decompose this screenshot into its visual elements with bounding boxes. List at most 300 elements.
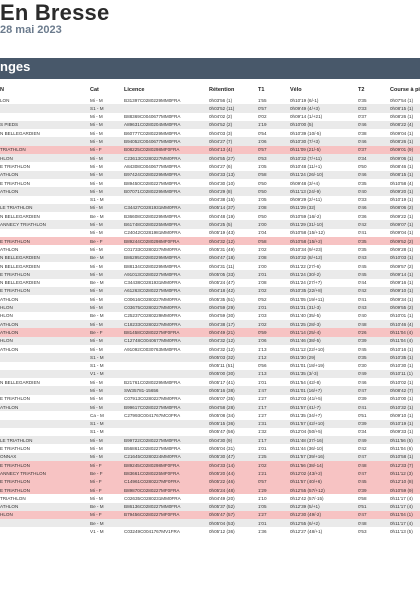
cell-licence: C12748C0040677MM0FRA <box>124 338 181 344</box>
cell-retention: 0h04'48 (19) <box>209 213 235 219</box>
column-header-retention: Rétention <box>209 87 235 93</box>
cell-category: Mi - F <box>90 479 102 485</box>
cell-run: 0h08'15 (1) <box>390 172 414 178</box>
cell-velo: 0h10'32 (7/+11) <box>290 155 322 161</box>
table-row <box>0 129 420 137</box>
cell-run: 0h09'04 (1) <box>390 130 414 136</box>
cell-velo: 0h12'39 (5/+1) <box>290 504 320 510</box>
cell-run: 0h08'26 (1) <box>390 114 414 120</box>
cell-retention: 0h05'04 (31) <box>209 446 235 452</box>
cell-t2: 0'42 <box>358 288 367 294</box>
cell-run: 0h10'32 (1) <box>390 404 414 410</box>
cell-category: Mi - M <box>90 396 103 402</box>
cell-category: Mi - M <box>90 163 103 169</box>
cell-club: ATHLON <box>0 246 19 252</box>
cell-category: Be - M <box>90 313 104 319</box>
cell-retention: 0h05'47 (56) <box>209 429 235 435</box>
table-row <box>0 113 420 121</box>
cell-licence: C24042C0281981MM0FRA <box>124 230 181 236</box>
table-row <box>0 395 420 403</box>
cell-t1: 1'13 <box>258 371 267 377</box>
cell-category: Mi - M <box>90 387 103 393</box>
cell-retention: 0h04'32 (12) <box>209 238 235 244</box>
table-row <box>0 287 420 295</box>
cell-t2: 0'33 <box>358 197 367 203</box>
cell-run: 0h09'14 (1) <box>390 271 414 277</box>
cell-t2: 0'58 <box>358 495 367 501</box>
cell-run: 0h11'17 (4) <box>390 495 413 501</box>
table-row <box>0 279 420 287</box>
cell-licence: B07071C0280229MM0FRA <box>124 188 181 194</box>
cell-club: N BELLEGARDIEN <box>0 263 40 269</box>
cell-licence: C07913C0280227MM0FRA <box>124 396 181 402</box>
cell-velo: 0h10'00 (5) <box>290 122 314 128</box>
table-row <box>0 262 420 270</box>
cell-licence: C25237C0280229MM0FRA <box>124 313 181 319</box>
cell-t2: 0'45 <box>358 263 367 269</box>
table-header <box>0 84 420 96</box>
cell-t1: 1'32 <box>258 429 267 435</box>
cell-t2: 0'41 <box>358 296 367 302</box>
cell-velo: 0h12'02 (43/+2) <box>290 470 323 476</box>
cell-club: HLON <box>0 313 13 319</box>
cell-t2: 0'47 <box>358 454 367 460</box>
cell-retention: 0h04'59 (29) <box>209 305 235 311</box>
cell-run: 0h09'07 (1) <box>390 222 414 228</box>
cell-retention: 0h04'32 (12) <box>209 338 235 344</box>
cell-t1: 0'54 <box>258 130 267 136</box>
cell-licence: C27993C0041767MC0FRA <box>124 412 181 418</box>
cell-licence: B56861C0280227MM0FRA <box>124 446 181 452</box>
cell-licence: B81458C0280227MF0FRA <box>124 329 180 335</box>
cell-t2: 0'48 <box>358 520 367 526</box>
cell-licence: C01733C0280227MM0FRA <box>124 246 181 252</box>
cell-category: Mi - M <box>90 246 103 252</box>
cell-t1: 1'17 <box>258 404 267 410</box>
cell-velo: 0h12'27 (48/+1) <box>290 529 323 535</box>
cell-t1: 0'56 <box>258 363 267 369</box>
cell-licence: B21761C0280229MM0FRA <box>124 379 181 385</box>
cell-t1: 1'08 <box>258 205 267 211</box>
cell-velo: 0h09'14 (1/+21) <box>290 114 323 120</box>
cell-retention: 0h04'33 (13) <box>209 172 235 178</box>
cell-t1: 1'55 <box>258 97 267 103</box>
cell-run: 0h12'33 (7) <box>390 462 414 468</box>
cell-velo: 0h11'12 (22/+10) <box>290 346 325 352</box>
cell-retention: 0h05'20 (44) <box>209 470 235 476</box>
cell-retention: 0h04'25 (5) <box>209 222 233 228</box>
cell-run: 0h08'42 (7) <box>390 387 414 393</box>
cell-t2: 0'47 <box>358 470 367 476</box>
cell-t2: 0'45 <box>358 271 367 277</box>
cell-run: 0h11'17 (4) <box>390 520 413 526</box>
cell-t1: 1'01 <box>258 520 267 526</box>
cell-licence: B99722C0280227MM0FRA <box>124 437 181 443</box>
cell-velo: 0h11'46 (38/-5) <box>290 338 321 344</box>
cell-retention: 0h05'05 (33) <box>209 271 235 277</box>
cell-club: N BELLEGARDIEN <box>0 280 40 286</box>
cell-t2: 0'44 <box>358 280 367 286</box>
cell-velo: 0h10'19 (6/-1) <box>290 97 319 103</box>
table-row <box>0 212 420 220</box>
cell-club: E TRIATHLON <box>0 446 30 452</box>
cell-run: 0h09'04 (1) <box>390 230 414 236</box>
cell-retention: 0h04'18 (42) <box>209 288 235 294</box>
cell-t1: 0'50 <box>258 213 267 219</box>
cell-run: 0h09'28 (1) <box>390 246 414 252</box>
cell-category: Mi - M <box>90 263 103 269</box>
cell-t2: 0'42 <box>358 446 367 452</box>
cell-club: ATHLON <box>0 321 19 327</box>
cell-licence: B08225C0280298MF0FRA <box>124 147 180 153</box>
cell-t2: 0'43 <box>358 255 367 261</box>
cell-licence: B86295C0280229MM0FRA <box>124 255 181 261</box>
cell-licence: B89870C0280227MF0FRA <box>124 487 180 493</box>
cell-run: 0h10'30 (1) <box>390 363 414 369</box>
cell-category: Mi - M <box>90 155 103 161</box>
cell-run: 0h09'55 (2) <box>390 305 414 311</box>
cell-category: Be - M <box>90 255 104 261</box>
page-title: En Bresse <box>0 0 110 25</box>
cell-t2: 0'49 <box>358 371 367 377</box>
cell-t1: 1'27 <box>258 512 267 518</box>
cell-retention: 0h05'11 (51) <box>209 363 235 369</box>
cell-run: 0h11'04 (6) <box>390 446 413 452</box>
cell-t1: 1'12 <box>258 354 267 360</box>
cell-retention: 0h05'12 (36) <box>209 529 235 535</box>
cell-category: Mi - F <box>90 462 102 468</box>
cell-velo: 0h10'48 (11/+1) <box>290 163 322 169</box>
table-row <box>0 104 420 112</box>
cell-club: LON <box>0 97 10 103</box>
cell-club: HLON <box>0 155 13 161</box>
column-header-category: Cat <box>90 87 99 93</box>
cell-category: Mi - M <box>90 172 103 178</box>
cell-category: Mi - M <box>90 205 103 211</box>
cell-t1: 1'08 <box>258 280 267 286</box>
cell-run: 0h11'12 (3) <box>390 470 413 476</box>
cell-t2: 0'46 <box>358 139 367 145</box>
cell-club: E TRIATHLON <box>0 288 30 294</box>
cell-licence: C14961C0280227MF0FRA <box>124 479 180 485</box>
cell-retention: 0h04'31 (11) <box>209 263 235 269</box>
cell-velo: 0h11'01 (18/+19) <box>290 363 325 369</box>
cell-t1: 1'05 <box>258 163 267 169</box>
cell-t1: 0'59 <box>258 329 267 335</box>
cell-category: Mi - M <box>90 288 103 294</box>
cell-t2: 0'42 <box>358 222 367 228</box>
table-row <box>0 196 420 204</box>
cell-club: HLON <box>0 512 13 518</box>
cell-velo: 0h11'35 (3/-3) <box>290 371 319 377</box>
cell-t2: 0'48 <box>358 462 367 468</box>
cell-velo: 0h11'44 (36/-10) <box>290 446 324 452</box>
cell-club: E TRIATHLON <box>0 462 30 468</box>
cell-run: 0h11'04 (4) <box>390 338 413 344</box>
cell-licence: B60777C0280229MM0FRA <box>124 130 181 136</box>
cell-club: TRIATHLON <box>0 495 26 501</box>
cell-category: Mi - M <box>90 437 103 443</box>
cell-t1: 1'47 <box>258 387 267 393</box>
cell-category: Mi - M <box>90 180 103 186</box>
cell-velo: 0h11'14 (25/-4) <box>290 329 321 335</box>
cell-velo: 0h11'24 (26/-10) <box>290 172 324 178</box>
table-row <box>0 486 420 494</box>
cell-club: ANNECY TRIATHLON <box>0 222 46 228</box>
cell-run: 0h09'34 (1) <box>390 296 414 302</box>
cell-run: 0h11'56 (5) <box>390 437 413 443</box>
cell-t1: 0'50 <box>258 180 267 186</box>
cell-category: Mi - M <box>90 114 103 120</box>
cell-velo: 0h11'01 (16/+7) <box>290 387 322 393</box>
cell-retention: 0h05'35 (51) <box>209 296 235 302</box>
table-row <box>0 469 420 477</box>
cell-t2: 0'26 <box>358 329 367 335</box>
cell-velo: 0h12'30 (49/-2) <box>290 512 322 518</box>
cell-retention: 0h05'15 (36) <box>209 421 235 427</box>
cell-velo: 0h12'55 (6/+2) <box>290 520 320 526</box>
cell-run: 0h08'46 (1) <box>390 163 414 169</box>
cell-category: Be - M <box>90 280 104 286</box>
cell-club: LE TRIATHLON <box>0 437 33 443</box>
table-row <box>0 378 420 386</box>
table-row <box>0 519 420 527</box>
cell-run: 0h09'22 (1) <box>390 213 414 219</box>
cell-club: E TRIATHLON <box>0 396 30 402</box>
cell-retention: 0h05'30 (47) <box>209 454 235 460</box>
cell-club: N BELLEGARDIEN <box>0 255 40 261</box>
table-row <box>0 162 420 170</box>
cell-t1: 1'31 <box>258 421 267 427</box>
cell-category: Be - F <box>90 470 103 476</box>
cell-retention: 0h04'29 (8) <box>209 188 233 194</box>
cell-velo: 0h11'25 (28/-3) <box>290 321 321 327</box>
cell-category: Mi - M <box>90 404 103 410</box>
section-title: nges <box>0 59 31 74</box>
cell-licence: B89450C0280227MM0FRA <box>124 180 181 186</box>
table-row <box>0 137 420 145</box>
cell-velo: 0h10'58 (15/+2) <box>290 238 323 244</box>
cell-velo: 0h11'57 (40/+6) <box>290 479 322 485</box>
table-row <box>0 245 420 253</box>
cell-retention: 0h04'38 (17) <box>209 321 235 327</box>
table-row <box>0 96 420 104</box>
table-row <box>0 494 420 502</box>
cell-retention: 0h04'55 (27) <box>209 155 235 161</box>
cell-retention: 0h04'49 (20) <box>209 495 235 501</box>
cell-t1: 1'05 <box>258 197 267 203</box>
cell-velo: 0h11'56 (38/-14) <box>290 462 324 468</box>
cell-category: Be - M <box>90 504 104 510</box>
cell-t2: 0'41 <box>358 230 367 236</box>
table-row <box>0 312 420 320</box>
cell-t1: 1'08 <box>258 255 267 261</box>
cell-t1: 1'10 <box>258 495 267 501</box>
cell-run: 0h10'35 (1) <box>390 354 414 360</box>
cell-category: Mi - M <box>90 446 103 452</box>
cell-licence: B83661C0280225MF0FRA <box>124 470 180 476</box>
cell-t1: 1'02 <box>258 462 267 468</box>
cell-club: E TRIATHLON <box>0 271 30 277</box>
cell-retention: 0h04'38 (15) <box>209 197 235 203</box>
cell-run: 0h08'15 (1) <box>390 105 414 111</box>
cell-retention: 0h04'13 (4) <box>209 147 233 153</box>
cell-club: E TRIATHLON <box>0 487 30 493</box>
cell-licence: B88369C0040677MM0FRA <box>124 114 181 120</box>
cell-velo: 0h11'57 (39/+16) <box>290 454 325 460</box>
cell-velo: 0h10'30 (7/+3) <box>290 139 320 145</box>
cell-t1: 0'58 <box>258 172 267 178</box>
cell-retention: 0h05'16 (38) <box>209 387 235 393</box>
cell-t2: 0'39 <box>358 338 367 344</box>
column-header-licence: Licence <box>124 87 145 93</box>
cell-run: 0h10'02 (1) <box>390 379 414 385</box>
cell-run: 0h10'11 (1) <box>390 371 413 377</box>
column-header-run: Course à pi <box>390 87 420 93</box>
cell-licence: B86136C0280227MM0FRA <box>124 504 181 510</box>
column-header-club: N <box>0 87 4 93</box>
table-row <box>0 254 420 262</box>
cell-t2: 0'49 <box>358 437 367 443</box>
cell-t2: 0'39 <box>358 421 367 427</box>
cell-club: HLON <box>0 305 13 311</box>
cell-velo: 0h11'13 (24/-9) <box>290 188 321 194</box>
cell-licence: C18233C0280227MM0FRA <box>124 321 181 327</box>
cell-run: 0h09'33 (1) <box>390 429 414 435</box>
cell-retention: 0h05'24 (48) <box>209 487 235 493</box>
cell-retention: 0h05'47 (57) <box>209 512 235 518</box>
cell-retention: 0h03'56 (1) <box>209 97 233 103</box>
cell-retention: 0h04'30 (10) <box>209 180 235 186</box>
cell-retention: 0h05'22 (46) <box>209 479 235 485</box>
cell-club: ATHLON <box>0 404 19 410</box>
cell-run: 0h10'58 (4) <box>390 180 414 186</box>
cell-club: ATHLON <box>0 188 19 194</box>
cell-t2: 0'53 <box>358 529 367 535</box>
table-row <box>0 436 420 444</box>
cell-t2: 0'46 <box>358 172 367 178</box>
cell-licence: A84308C0040677MM0FRA <box>124 163 181 169</box>
cell-category: Mi - M <box>90 346 103 352</box>
cell-t2: 0'41 <box>358 404 367 410</box>
cell-t2: 0'35 <box>358 238 367 244</box>
table-row <box>0 337 420 345</box>
cell-velo: 0h09'49 (4/+3) <box>290 105 320 111</box>
cell-category: Be - F <box>90 329 103 335</box>
cell-velo: 0h12'42 (57/-15) <box>290 495 324 501</box>
cell-t2: 0'33 <box>358 105 367 111</box>
cell-category: Mi - M <box>90 271 103 277</box>
column-header-t1: T1 <box>258 87 265 93</box>
cell-run: 0h11'13 (5) <box>390 529 413 535</box>
cell-t2: 0'45 <box>358 479 367 485</box>
table-row <box>0 320 420 328</box>
cell-t2: 0'37 <box>358 114 367 120</box>
cell-licence: A89631C0280204MM0FRA <box>124 122 181 128</box>
table-row <box>0 370 420 378</box>
cell-t1: 1'01 <box>258 446 267 452</box>
cell-licence: C00616C0280227MM0FRA <box>124 296 181 302</box>
table-row <box>0 270 420 278</box>
cell-velo: 0h11'29 (32) <box>290 205 316 211</box>
cell-club: ONNAX <box>0 454 17 460</box>
cell-retention: 0h05'07 (35) <box>209 396 235 402</box>
cell-t1: 0'57 <box>258 105 267 111</box>
cell-retention: 0h05'24 (47) <box>209 280 235 286</box>
cell-licence: B88134C0280229MM0FRA <box>124 263 181 269</box>
cell-t2: 0'45 <box>358 346 367 352</box>
cell-licence: C03675C0280227MM0FRA <box>124 305 181 311</box>
cell-t1: 1'01 <box>258 305 267 311</box>
cell-category: Mi - M <box>90 188 103 194</box>
cell-category: Mi - M <box>90 130 103 136</box>
cell-licence: B89245C0280298MF0FRA <box>124 462 180 468</box>
cell-retention: 0h04'33 (14) <box>209 462 235 468</box>
cell-category: V1 - M <box>90 371 104 377</box>
cell-velo: 0h11'40 (35/-5) <box>290 313 321 319</box>
cell-club: E TRIATHLON <box>0 479 30 485</box>
table-row <box>0 511 420 519</box>
cell-velo: 0h10'58 (15/+12) <box>290 230 325 236</box>
cell-t2: 0'30 <box>358 363 367 369</box>
cell-category: S1 - M <box>90 363 104 369</box>
cell-club: HLON <box>0 338 13 344</box>
cell-run: 0h09'10 (1) <box>390 412 414 418</box>
cell-run: 0h12'10 (8) <box>390 479 414 485</box>
cell-t2: 0'47 <box>358 387 367 393</box>
cell-retention: 0h03'52 (11) <box>209 105 235 111</box>
cell-category: Mi - M <box>90 321 103 327</box>
table-row <box>0 171 420 179</box>
cell-velo: 0h11'48 (37/-16) <box>290 437 324 443</box>
cell-run: 0h09'57 (2) <box>390 263 414 269</box>
cell-t1: 1'01 <box>258 379 267 385</box>
cell-run: 0h11'17 (4) <box>390 504 413 510</box>
cell-category: Mi - M <box>90 454 103 460</box>
cell-category: Mi - M <box>90 139 103 145</box>
cell-retention: 0h04'58 (28) <box>209 404 235 410</box>
cell-t1: 1'19 <box>258 122 267 128</box>
cell-t1: 1'04 <box>258 230 267 236</box>
cell-velo: 0h10'59 (16/-2) <box>290 213 322 219</box>
cell-category: Mi - M <box>90 379 103 385</box>
table-row <box>0 187 420 195</box>
cell-t2: 0'38 <box>358 130 367 136</box>
table-row <box>0 204 420 212</box>
table-row <box>0 461 420 469</box>
cell-run: 0h10'58 (1) <box>390 454 414 460</box>
cell-t1: 1'21 <box>258 470 267 476</box>
column-header-velo: Vélo <box>290 87 302 93</box>
cell-category: Mi - M <box>90 122 103 128</box>
cell-t1: 1'01 <box>258 271 267 277</box>
cell-licence: C23613C0280227MM0FRA <box>124 155 181 161</box>
cell-t2: 0'36 <box>358 213 367 219</box>
cell-club: ATHLON <box>0 296 19 302</box>
cell-velo: 0h10'35 (22/+8) <box>290 288 323 294</box>
cell-t2: 0'35 <box>358 354 367 360</box>
cell-licence: B31397C0280229MM0FRA <box>124 97 181 103</box>
cell-t1: 1'00 <box>258 263 267 269</box>
cell-velo: 0h10'32 (8/+12) <box>290 255 323 261</box>
cell-retention: 0h05'31 (49) <box>209 246 235 252</box>
cell-t2: 0'50 <box>358 163 367 169</box>
cell-velo: 0h11'57 (41/-7) <box>290 404 321 410</box>
cell-retention: 0h05'17 (41) <box>209 379 235 385</box>
cell-t1: 0'52 <box>258 296 267 302</box>
table-row <box>0 179 420 187</box>
table-row <box>0 503 420 511</box>
